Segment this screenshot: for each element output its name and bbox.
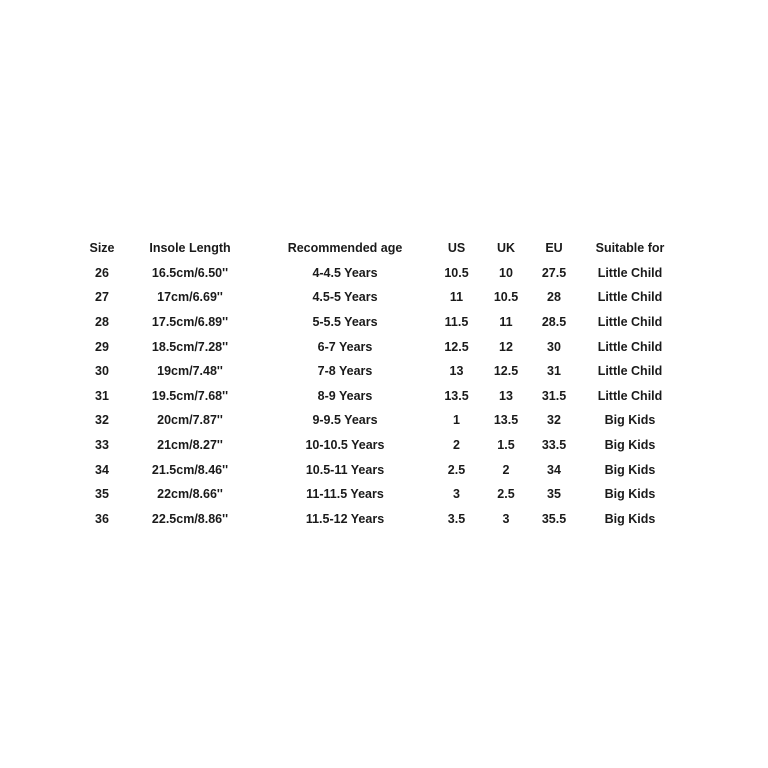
cell-uk: 1.5 [497,438,515,453]
cell-suitable-for: Little Child [597,364,663,379]
cell-insole-length: 21.5cm/8.46'' [151,462,229,477]
cell-eu: 31.5 [541,388,567,403]
cell-us: 12.5 [444,339,469,354]
cell-suitable-for: Little Child [597,388,663,403]
cell-insole-length: 18.5cm/7.28'' [151,339,229,354]
cell-size: 30 [95,364,109,379]
cell-us: 11 [449,290,464,305]
cell-uk: 2 [502,462,510,477]
table-row [84,285,681,310]
header-insole-length: Insole Length [149,241,231,256]
table-row [84,507,681,532]
cell-recommended-age: 11-11.5 Years [306,487,384,502]
cell-size: 26 [95,265,109,280]
table-row [84,334,681,359]
cell-eu: 27.5 [541,265,567,280]
cell-suitable-for: Little Child [597,290,663,305]
cell-suitable-for: Big Kids [604,511,656,526]
cell-us: 10.5 [444,265,469,280]
cell-uk: 2.5 [497,487,515,502]
cell-suitable-for: Big Kids [604,462,656,477]
cell-insole-length: 17cm/6.69'' [157,290,223,305]
cell-size: 33 [95,438,109,453]
cell-us: 1 [453,413,460,428]
cell-eu: 32 [547,413,561,428]
cell-size: 34 [95,462,109,477]
cell-recommended-age: 5-5.5 Years [312,315,378,330]
header-eu: EU [545,241,563,256]
cell-recommended-age: 11.5-12 Years [305,511,385,526]
cell-size: 36 [95,511,109,526]
cell-suitable-for: Big Kids [604,438,656,453]
cell-eu: 35 [547,487,561,502]
table-row [84,384,681,409]
cell-recommended-age: 4-4.5 Years [312,265,378,280]
cell-suitable-for: Little Child [597,315,663,330]
table-row [84,482,681,507]
cell-uk: 12 [499,339,513,354]
cell-uk: 13 [499,388,513,403]
table-row [84,457,681,482]
cell-us: 13 [449,364,464,379]
cell-insole-length: 21cm/8.27'' [157,438,223,453]
header-suitable-for: Suitable for [595,241,665,256]
cell-suitable-for: Little Child [597,265,663,280]
cell-suitable-for: Big Kids [604,487,656,502]
cell-us: 2 [453,438,460,453]
cell-insole-length: 20cm/7.87'' [157,413,223,428]
cell-uk: 10 [499,265,513,280]
cell-size: 28 [95,315,109,330]
cell-size: 35 [95,487,109,502]
table-row [84,310,681,335]
cell-recommended-age: 6-7 Years [317,339,373,354]
cell-eu: 28 [547,290,561,305]
cell-recommended-age: 10.5-11 Years [305,462,385,477]
cell-insole-length: 19cm/7.48'' [157,364,223,379]
size-chart-table [84,236,681,531]
cell-recommended-age: 7-8 Years [317,364,373,379]
cell-eu: 30 [547,339,561,354]
cell-insole-length: 22cm/8.66'' [157,487,223,502]
header-recommended-age: Recommended age [287,241,403,256]
cell-recommended-age: 10-10.5 Years [305,438,385,453]
cell-insole-length: 16.5cm/6.50'' [151,265,229,280]
cell-suitable-for: Little Child [597,339,663,354]
cell-eu: 28.5 [541,315,567,330]
table-row [84,408,681,433]
cell-us: 3 [453,487,460,502]
cell-eu: 33.5 [541,438,567,453]
cell-uk: 11 [499,315,513,330]
cell-us: 2.5 [447,462,466,477]
header-size: Size [89,241,115,256]
cell-size: 32 [95,413,109,428]
cell-eu: 31 [547,364,561,379]
cell-size: 27 [95,290,109,305]
cell-uk: 10.5 [493,290,519,305]
cell-uk: 3 [502,511,510,526]
cell-insole-length: 17.5cm/6.89'' [151,315,229,330]
cell-us: 13.5 [444,388,469,403]
cell-uk: 13.5 [493,413,519,428]
header-us: US [447,241,466,256]
header-row [84,236,681,261]
cell-suitable-for: Big Kids [604,413,656,428]
cell-recommended-age: 8-9 Years [317,388,373,403]
cell-recommended-age: 9-9.5 Years [312,413,378,428]
table-row [84,433,681,458]
table-row [84,261,681,286]
cell-recommended-age: 4.5-5 Years [312,290,378,305]
size-chart-panel [0,234,768,534]
header-uk: UK [496,241,516,256]
cell-size: 31 [95,388,109,403]
cell-insole-length: 22.5cm/8.86'' [151,511,229,526]
cell-eu: 35.5 [541,511,567,526]
table-row [84,359,681,384]
cell-insole-length: 19.5cm/7.68'' [151,388,229,403]
cell-us: 11.5 [444,315,469,330]
cell-us: 3.5 [447,511,466,526]
cell-size: 29 [95,339,109,354]
cell-eu: 34 [547,462,561,477]
cell-uk: 12.5 [493,364,519,379]
